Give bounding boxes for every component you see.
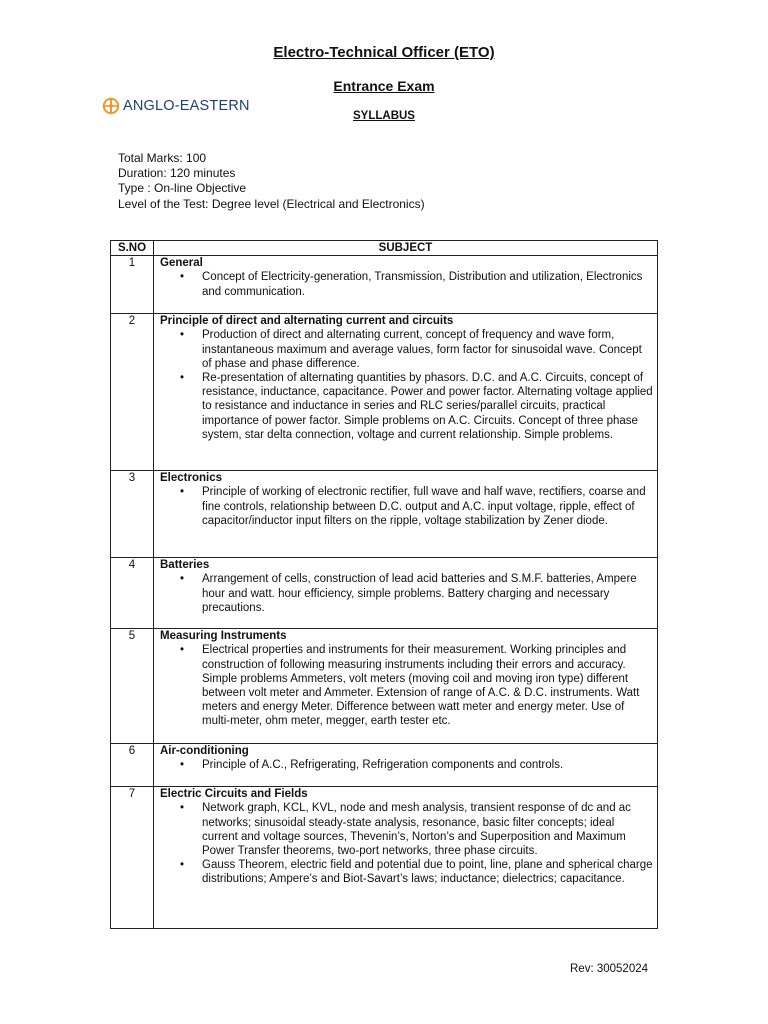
list-item: • Re-presentation of alternating quantities by phasors. D.C. and A.C. Circuits, concept of resistance, inductance, capacitance. Power and power factor. Alternating voltage applied to resistance and inductance in series and RLC series/parallel circuits, practical importance of power factor. Simple problems on A.C. Circuits. Concept of three phase system, star delta connection, voltage and current relationship. Simple problems. xyxy=(202,371,653,442)
subject-points xyxy=(160,485,653,528)
subject-title: Measuring Instruments xyxy=(160,630,287,643)
document-title: Electro-Technical Officer (ETO) xyxy=(273,44,495,61)
subject-cell xyxy=(154,744,658,787)
subject-cell xyxy=(154,558,658,629)
list-item: • Electrical properties and instruments for their measurement. Working principles and construction of following measuring instruments including their errors and accuracy. Simple problems Ammeters, volt meters (moving coil and moving iron type) different between volt meter and Ammeter. Extension of range of A.C. & D.C. instruments. Watt meters and energy Meter. Difference between watt meter and energy meter. Use of multi-meter, ohm meter, megger, earth tester etc. xyxy=(202,643,653,728)
column-header-subject: SUBJECT xyxy=(154,241,658,256)
list-item: • Arrangement of cells, construction of lead acid batteries and S.M.F. batteries, Ampere hour and watt. hour efficiency, simple problems. Battery charging and necessary precautions. xyxy=(202,572,653,615)
row-number: 7 xyxy=(111,787,154,929)
table-row xyxy=(111,256,658,314)
duration: Duration: 120 minutes xyxy=(118,166,236,181)
subject-points xyxy=(160,801,653,886)
row-number: 1 xyxy=(111,256,154,314)
subject-points xyxy=(160,643,653,728)
list-item: • Production of direct and alternating current, concept of frequency and wave form, instantaneous maximum and average values, form factor for sinusoidal wave. Concept of phase and phase difference. xyxy=(202,328,653,371)
subject-cell xyxy=(154,787,658,929)
subject-points xyxy=(160,328,653,442)
table-row xyxy=(111,314,658,471)
table-header-row xyxy=(111,241,658,256)
exam-details xyxy=(118,151,425,212)
list-item: • Network graph, KCL, KVL, node and mesh analysis, transient response of dc and ac networks; sinusoidal steady-state analysis, resonance, basic filter concepts; ideal current and voltage sources, Thevenin’s, Norton’s and Superposition and Maximum Power Transfer theorems, two-port networks, three phase circuits. xyxy=(202,801,653,858)
subject-title: Electric Circuits and Fields xyxy=(160,788,308,801)
table-row xyxy=(111,558,658,629)
subject-title: Batteries xyxy=(160,559,210,572)
document-subtitle: Entrance Exam xyxy=(333,78,435,94)
exam-type: Type : On-line Objective xyxy=(118,181,247,196)
revision-label: Rev: 30052024 xyxy=(570,963,649,975)
subject-cell xyxy=(154,256,658,314)
row-number: 5 xyxy=(111,629,154,744)
subject-title: Air-conditioning xyxy=(160,745,249,758)
subject-points xyxy=(160,270,653,298)
row-number: 6 xyxy=(111,744,154,787)
subject-title: General xyxy=(160,257,203,270)
subject-title: Principle of direct and alternating current and circuits xyxy=(160,315,454,328)
subject-points xyxy=(160,572,653,615)
table-row xyxy=(111,471,658,558)
list-item: • Principle of working of electronic rectifier, full wave and half wave, rectifiers, coarse and fine controls, relationship between D.C. output and A.C. input voltage, ripple, effect of capacitor/inductor input filters on the ripple, voltage stabilization by Zener diode. xyxy=(202,485,653,528)
table-row xyxy=(111,744,658,787)
subject-cell xyxy=(154,629,658,744)
subject-title: Electronics xyxy=(160,472,222,485)
row-number: 2 xyxy=(111,314,154,471)
table-row xyxy=(111,787,658,929)
row-number: 4 xyxy=(111,558,154,629)
column-header-sno: S.NO xyxy=(111,241,154,256)
company-logo xyxy=(102,95,250,117)
list-item: • Principle of A.C., Refrigerating, Refrigeration components and controls. xyxy=(202,758,653,772)
logo-wordmark: ANGLO-EASTERN xyxy=(123,97,250,114)
anchor-wheel-icon xyxy=(102,97,120,115)
subject-cell xyxy=(154,471,658,558)
syllabus-table xyxy=(110,240,658,929)
test-level: Level of the Test: Degree level (Electrical and Electronics) xyxy=(118,196,425,211)
subject-points xyxy=(160,758,653,772)
table-row xyxy=(111,629,658,744)
row-number: 3 xyxy=(111,471,154,558)
subject-cell xyxy=(154,314,658,471)
total-marks: Total Marks: 100 xyxy=(118,151,207,165)
list-item: • Concept of Electricity-generation, Transmission, Distribution and utilization, Electronics and communication. xyxy=(202,270,653,298)
section-heading: SYLLABUS xyxy=(353,110,415,122)
list-item: • Gauss Theorem, electric field and potential due to point, line, plane and spherical charge distributions; Ampere’s and Biot-Savart’s laws; inductance; dielectrics; capacitance. xyxy=(202,858,653,886)
